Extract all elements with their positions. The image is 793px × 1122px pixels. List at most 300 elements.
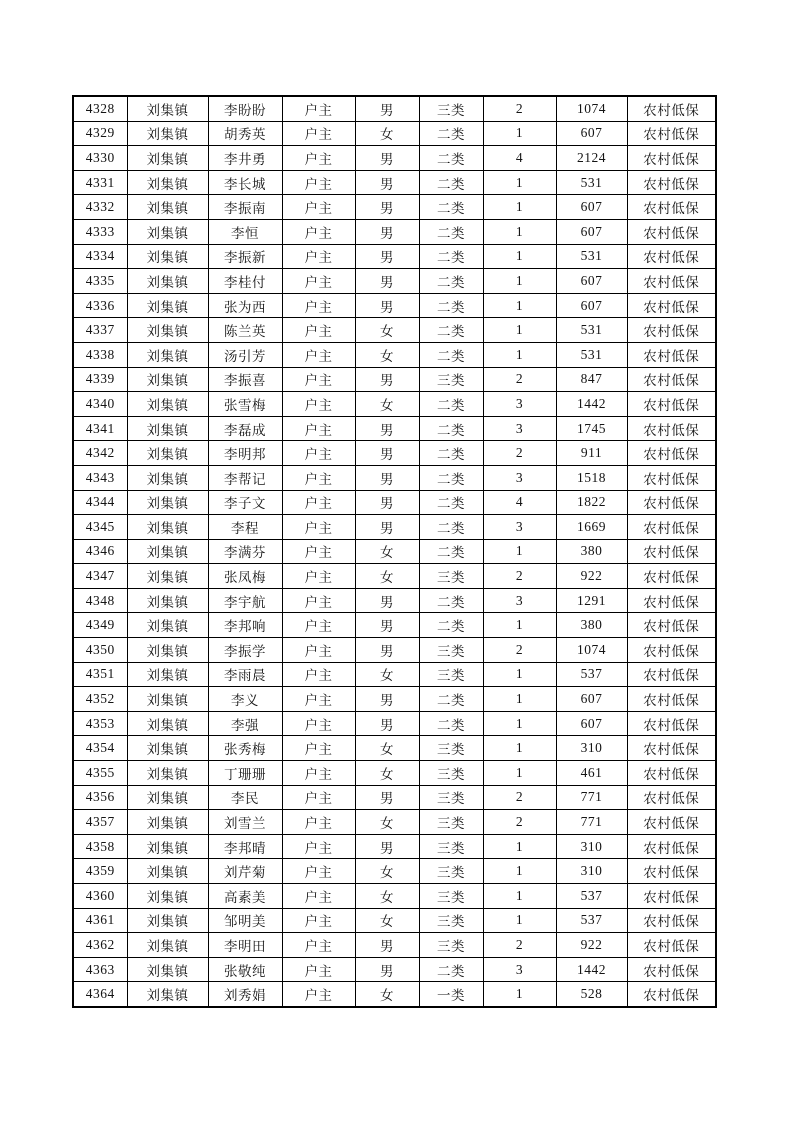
category-cell: 二类 [419,687,483,712]
category-cell: 二类 [419,244,483,269]
gender-cell: 女 [355,318,419,343]
gender-cell: 女 [355,564,419,589]
serial-number-cell: 4360 [73,884,127,909]
gender-cell: 男 [355,244,419,269]
subsidy-type-cell: 农村低保 [627,96,716,121]
table-row [73,441,716,466]
table-row [73,662,716,687]
gender-cell: 女 [355,859,419,884]
gender-cell: 男 [355,957,419,982]
subsidy-type-cell: 农村低保 [627,711,716,736]
gender-cell: 男 [355,367,419,392]
category-cell: 二类 [419,342,483,367]
amount-cell: 607 [556,219,627,244]
serial-number-cell: 4355 [73,761,127,786]
subsidy-type-cell: 农村低保 [627,342,716,367]
subsidy-type-cell: 农村低保 [627,318,716,343]
town-cell: 刘集镇 [127,662,208,687]
serial-number-cell: 4359 [73,859,127,884]
subsidy-type-cell: 农村低保 [627,146,716,171]
household-role-cell: 户主 [282,859,355,884]
amount-cell: 922 [556,564,627,589]
town-cell: 刘集镇 [127,269,208,294]
subsidy-type-cell: 农村低保 [627,465,716,490]
gender-cell: 男 [355,613,419,638]
household-role-cell: 户主 [282,662,355,687]
town-cell: 刘集镇 [127,490,208,515]
category-cell: 二类 [419,269,483,294]
amount-cell: 771 [556,810,627,835]
table-row [73,490,716,515]
table-row [73,761,716,786]
name-cell: 丁珊珊 [208,761,282,786]
name-cell: 李邦响 [208,613,282,638]
serial-number-cell: 4346 [73,539,127,564]
gender-cell: 女 [355,539,419,564]
household-size-cell: 3 [483,957,556,982]
category-cell: 三类 [419,834,483,859]
serial-number-cell: 4334 [73,244,127,269]
household-role-cell: 户主 [282,588,355,613]
household-role-cell: 户主 [282,318,355,343]
household-role-cell: 户主 [282,539,355,564]
household-size-cell: 1 [483,982,556,1007]
household-role-cell: 户主 [282,293,355,318]
household-size-cell: 1 [483,908,556,933]
household-role-cell: 户主 [282,195,355,220]
household-size-cell: 1 [483,293,556,318]
serial-number-cell: 4337 [73,318,127,343]
name-cell: 刘雪兰 [208,810,282,835]
table-row [73,613,716,638]
category-cell: 三类 [419,884,483,909]
town-cell: 刘集镇 [127,859,208,884]
subsidy-type-cell: 农村低保 [627,785,716,810]
table-row [73,957,716,982]
gender-cell: 女 [355,908,419,933]
name-cell: 陈兰英 [208,318,282,343]
table-row [73,392,716,417]
town-cell: 刘集镇 [127,957,208,982]
amount-cell: 1822 [556,490,627,515]
name-cell: 李程 [208,515,282,540]
town-cell: 刘集镇 [127,908,208,933]
subsidy-type-cell: 农村低保 [627,613,716,638]
gender-cell: 男 [355,465,419,490]
serial-number-cell: 4344 [73,490,127,515]
table-row [73,219,716,244]
amount-cell: 531 [556,318,627,343]
serial-number-cell: 4347 [73,564,127,589]
household-role-cell: 户主 [282,687,355,712]
amount-cell: 1669 [556,515,627,540]
gender-cell: 女 [355,982,419,1007]
household-role-cell: 户主 [282,367,355,392]
serial-number-cell: 4362 [73,933,127,958]
subsidy-type-cell: 农村低保 [627,367,716,392]
name-cell: 高素美 [208,884,282,909]
category-cell: 三类 [419,761,483,786]
name-cell: 胡秀英 [208,121,282,146]
town-cell: 刘集镇 [127,761,208,786]
household-size-cell: 2 [483,810,556,835]
serial-number-cell: 4342 [73,441,127,466]
town-cell: 刘集镇 [127,318,208,343]
household-size-cell: 3 [483,515,556,540]
category-cell: 二类 [419,146,483,171]
household-role-cell: 户主 [282,957,355,982]
table-row [73,170,716,195]
name-cell: 李振新 [208,244,282,269]
amount-cell: 310 [556,736,627,761]
table-row [73,711,716,736]
amount-cell: 1442 [556,392,627,417]
serial-number-cell: 4357 [73,810,127,835]
town-cell: 刘集镇 [127,564,208,589]
table-row [73,564,716,589]
serial-number-cell: 4352 [73,687,127,712]
subsidy-type-cell: 农村低保 [627,884,716,909]
category-cell: 三类 [419,96,483,121]
gender-cell: 女 [355,761,419,786]
gender-cell: 女 [355,121,419,146]
household-role-cell: 户主 [282,465,355,490]
amount-cell: 911 [556,441,627,466]
category-cell: 二类 [419,613,483,638]
name-cell: 李雨晨 [208,662,282,687]
town-cell: 刘集镇 [127,465,208,490]
subsidy-type-cell: 农村低保 [627,933,716,958]
household-size-cell: 1 [483,244,556,269]
name-cell: 李宇航 [208,588,282,613]
amount-cell: 1745 [556,416,627,441]
name-cell: 李强 [208,711,282,736]
subsidy-type-cell: 农村低保 [627,982,716,1007]
gender-cell: 女 [355,810,419,835]
category-cell: 三类 [419,859,483,884]
household-role-cell: 户主 [282,834,355,859]
gender-cell: 女 [355,884,419,909]
table-row [73,785,716,810]
serial-number-cell: 4330 [73,146,127,171]
name-cell: 邹明美 [208,908,282,933]
household-size-cell: 1 [483,318,556,343]
gender-cell: 女 [355,736,419,761]
category-cell: 三类 [419,662,483,687]
serial-number-cell: 4348 [73,588,127,613]
household-size-cell: 1 [483,195,556,220]
gender-cell: 男 [355,416,419,441]
category-cell: 三类 [419,908,483,933]
name-cell: 李磊成 [208,416,282,441]
serial-number-cell: 4341 [73,416,127,441]
town-cell: 刘集镇 [127,170,208,195]
table-row [73,933,716,958]
household-size-cell: 3 [483,416,556,441]
category-cell: 三类 [419,810,483,835]
table-row [73,465,716,490]
category-cell: 一类 [419,982,483,1007]
subsidy-type-cell: 农村低保 [627,121,716,146]
serial-number-cell: 4340 [73,392,127,417]
name-cell: 李振喜 [208,367,282,392]
town-cell: 刘集镇 [127,539,208,564]
town-cell: 刘集镇 [127,884,208,909]
household-role-cell: 户主 [282,810,355,835]
subsidy-type-cell: 农村低保 [627,269,716,294]
town-cell: 刘集镇 [127,121,208,146]
household-size-cell: 2 [483,441,556,466]
household-size-cell: 2 [483,564,556,589]
town-cell: 刘集镇 [127,834,208,859]
category-cell: 二类 [419,490,483,515]
household-role-cell: 户主 [282,96,355,121]
name-cell: 李明邦 [208,441,282,466]
town-cell: 刘集镇 [127,342,208,367]
subsidy-type-cell: 农村低保 [627,810,716,835]
subsidy-type-cell: 农村低保 [627,638,716,663]
name-cell: 张秀梅 [208,736,282,761]
amount-cell: 380 [556,539,627,564]
household-role-cell: 户主 [282,613,355,638]
town-cell: 刘集镇 [127,638,208,663]
household-size-cell: 4 [483,146,556,171]
household-role-cell: 户主 [282,170,355,195]
category-cell: 三类 [419,564,483,589]
amount-cell: 2124 [556,146,627,171]
household-size-cell: 1 [483,539,556,564]
amount-cell: 607 [556,687,627,712]
gender-cell: 男 [355,195,419,220]
serial-number-cell: 4363 [73,957,127,982]
gender-cell: 男 [355,785,419,810]
category-cell: 三类 [419,785,483,810]
table-row [73,96,716,121]
town-cell: 刘集镇 [127,785,208,810]
subsidy-type-cell: 农村低保 [627,834,716,859]
town-cell: 刘集镇 [127,613,208,638]
household-size-cell: 1 [483,219,556,244]
name-cell: 李明田 [208,933,282,958]
amount-cell: 607 [556,269,627,294]
welfare-recipients-table [72,95,717,1008]
amount-cell: 310 [556,859,627,884]
household-role-cell: 户主 [282,121,355,146]
subsidy-type-cell: 农村低保 [627,908,716,933]
serial-number-cell: 4328 [73,96,127,121]
subsidy-type-cell: 农村低保 [627,588,716,613]
category-cell: 三类 [419,367,483,392]
subsidy-type-cell: 农村低保 [627,662,716,687]
table-row [73,687,716,712]
household-size-cell: 1 [483,884,556,909]
subsidy-type-cell: 农村低保 [627,564,716,589]
household-size-cell: 2 [483,96,556,121]
table-row [73,588,716,613]
table-row [73,638,716,663]
subsidy-type-cell: 农村低保 [627,736,716,761]
table-row [73,736,716,761]
gender-cell: 男 [355,146,419,171]
category-cell: 三类 [419,933,483,958]
town-cell: 刘集镇 [127,810,208,835]
table-row [73,810,716,835]
subsidy-type-cell: 农村低保 [627,293,716,318]
amount-cell: 607 [556,293,627,318]
gender-cell: 男 [355,269,419,294]
category-cell: 三类 [419,736,483,761]
table-row [73,539,716,564]
category-cell: 二类 [419,293,483,318]
household-size-cell: 1 [483,342,556,367]
household-size-cell: 2 [483,933,556,958]
table-row [73,834,716,859]
category-cell: 二类 [419,219,483,244]
table-row [73,244,716,269]
household-size-cell: 1 [483,613,556,638]
serial-number-cell: 4351 [73,662,127,687]
serial-number-cell: 4350 [73,638,127,663]
serial-number-cell: 4361 [73,908,127,933]
gender-cell: 男 [355,441,419,466]
name-cell: 李井勇 [208,146,282,171]
amount-cell: 1291 [556,588,627,613]
household-role-cell: 户主 [282,736,355,761]
amount-cell: 380 [556,613,627,638]
name-cell: 张凤梅 [208,564,282,589]
category-cell: 二类 [419,539,483,564]
household-role-cell: 户主 [282,785,355,810]
household-role-cell: 户主 [282,515,355,540]
gender-cell: 女 [355,392,419,417]
amount-cell: 537 [556,908,627,933]
household-size-cell: 1 [483,687,556,712]
name-cell: 汤引芳 [208,342,282,367]
serial-number-cell: 4345 [73,515,127,540]
town-cell: 刘集镇 [127,711,208,736]
household-size-cell: 1 [483,170,556,195]
town-cell: 刘集镇 [127,588,208,613]
category-cell: 二类 [419,957,483,982]
gender-cell: 男 [355,588,419,613]
serial-number-cell: 4364 [73,982,127,1007]
name-cell: 李振学 [208,638,282,663]
table-row [73,884,716,909]
town-cell: 刘集镇 [127,736,208,761]
gender-cell: 男 [355,96,419,121]
household-size-cell: 1 [483,711,556,736]
name-cell: 李义 [208,687,282,712]
serial-number-cell: 4336 [73,293,127,318]
town-cell: 刘集镇 [127,195,208,220]
name-cell: 李盼盼 [208,96,282,121]
subsidy-type-cell: 农村低保 [627,957,716,982]
name-cell: 张敬纯 [208,957,282,982]
gender-cell: 男 [355,219,419,244]
household-role-cell: 户主 [282,342,355,367]
subsidy-type-cell: 农村低保 [627,761,716,786]
subsidy-type-cell: 农村低保 [627,441,716,466]
amount-cell: 531 [556,244,627,269]
gender-cell: 男 [355,834,419,859]
gender-cell: 男 [355,293,419,318]
gender-cell: 男 [355,711,419,736]
table-row [73,269,716,294]
category-cell: 二类 [419,195,483,220]
category-cell: 二类 [419,416,483,441]
name-cell: 李帮记 [208,465,282,490]
gender-cell: 男 [355,933,419,958]
table-row [73,859,716,884]
household-size-cell: 1 [483,834,556,859]
table-row [73,342,716,367]
household-size-cell: 3 [483,588,556,613]
gender-cell: 男 [355,515,419,540]
serial-number-cell: 4356 [73,785,127,810]
serial-number-cell: 4329 [73,121,127,146]
household-role-cell: 户主 [282,146,355,171]
subsidy-type-cell: 农村低保 [627,687,716,712]
town-cell: 刘集镇 [127,982,208,1007]
household-role-cell: 户主 [282,416,355,441]
town-cell: 刘集镇 [127,416,208,441]
amount-cell: 1442 [556,957,627,982]
name-cell: 李满芬 [208,539,282,564]
serial-number-cell: 4353 [73,711,127,736]
household-role-cell: 户主 [282,219,355,244]
town-cell: 刘集镇 [127,367,208,392]
town-cell: 刘集镇 [127,392,208,417]
subsidy-type-cell: 农村低保 [627,416,716,441]
table-row [73,195,716,220]
household-role-cell: 户主 [282,269,355,294]
amount-cell: 1074 [556,638,627,663]
household-size-cell: 1 [483,736,556,761]
amount-cell: 922 [556,933,627,958]
household-size-cell: 3 [483,465,556,490]
table-body [73,96,716,1007]
town-cell: 刘集镇 [127,293,208,318]
category-cell: 二类 [419,318,483,343]
gender-cell: 男 [355,490,419,515]
name-cell: 张雪梅 [208,392,282,417]
subsidy-type-cell: 农村低保 [627,195,716,220]
amount-cell: 607 [556,121,627,146]
name-cell: 刘秀娟 [208,982,282,1007]
household-role-cell: 户主 [282,982,355,1007]
household-size-cell: 1 [483,859,556,884]
town-cell: 刘集镇 [127,96,208,121]
household-size-cell: 1 [483,761,556,786]
subsidy-type-cell: 农村低保 [627,170,716,195]
amount-cell: 847 [556,367,627,392]
serial-number-cell: 4343 [73,465,127,490]
household-role-cell: 户主 [282,490,355,515]
subsidy-type-cell: 农村低保 [627,515,716,540]
amount-cell: 607 [556,711,627,736]
serial-number-cell: 4358 [73,834,127,859]
serial-number-cell: 4331 [73,170,127,195]
amount-cell: 531 [556,342,627,367]
category-cell: 二类 [419,465,483,490]
household-role-cell: 户主 [282,884,355,909]
name-cell: 李长城 [208,170,282,195]
town-cell: 刘集镇 [127,515,208,540]
household-role-cell: 户主 [282,761,355,786]
name-cell: 张为西 [208,293,282,318]
table-row [73,908,716,933]
category-cell: 二类 [419,588,483,613]
